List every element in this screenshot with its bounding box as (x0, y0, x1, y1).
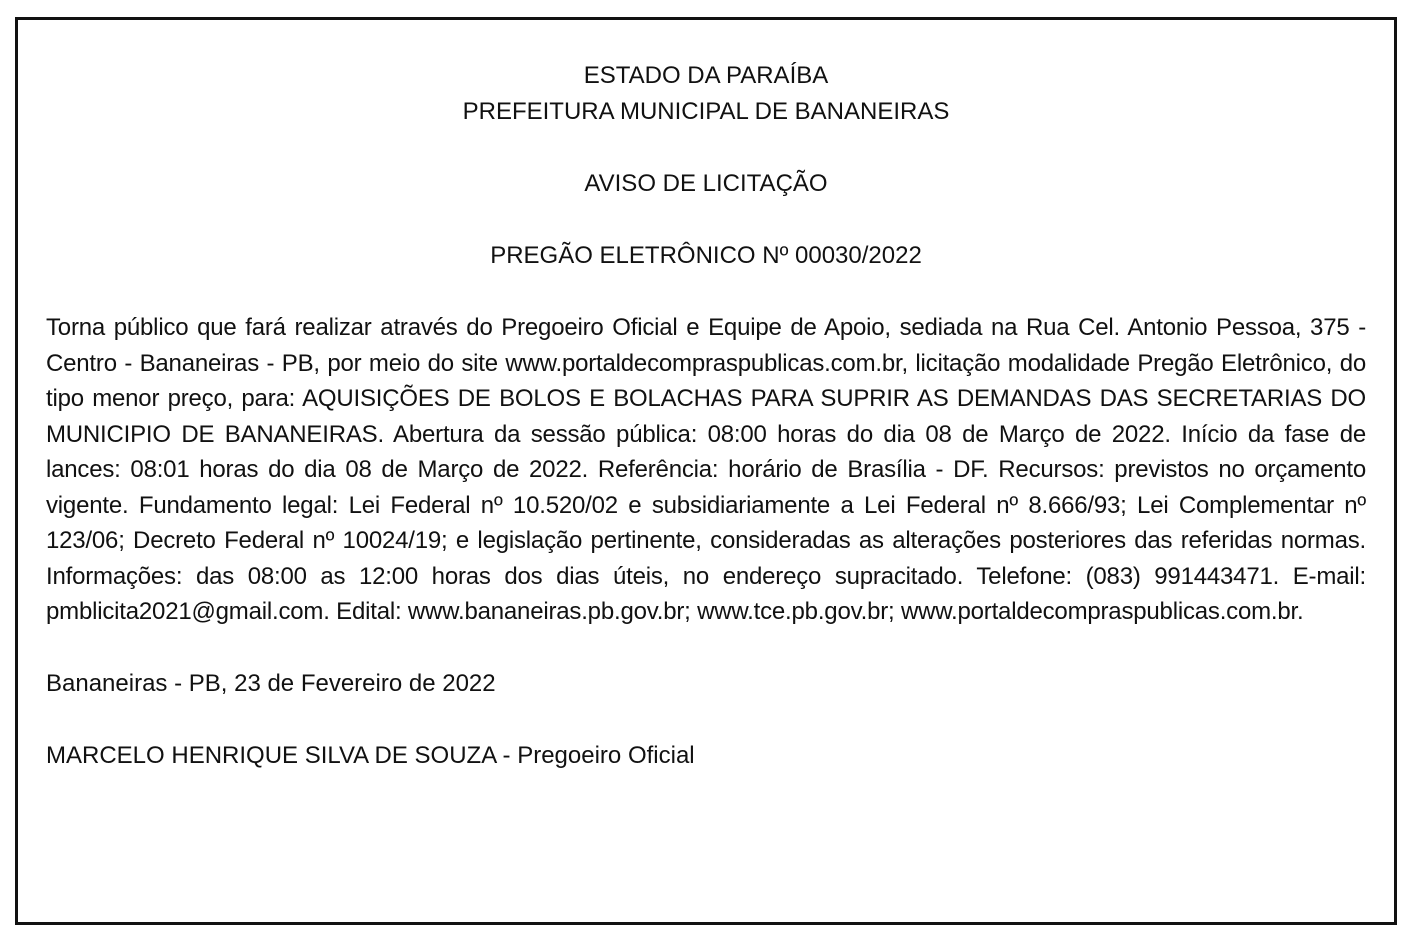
notice-title: AVISO DE LICITAÇÃO (584, 170, 828, 197)
notice-body: Torna público que fará realizar através do Pregoeiro Oficial e Equipe de Apoio, sediada na Rua Cel. Antonio Pessoa, 375 - Centro - Bananeiras - PB, por meio do site www.portaldecompraspublicas.com.br, licitação modalidade Pregão Eletrônico, do tipo menor preço, para: AQUISIÇÕES DE BOLOS E BOLACHAS PARA SUPRIR AS DEMANDAS DAS SECRETARIAS DO MUNICIPIO DE BANANEIRAS. Abertura da sessão pública: 08:00 horas do dia 08 de Março de 2022. Início da fase de lances: 08:01 horas do dia 08 de Março de 2022. Referência: horário de Brasília - DF. Recursos: previstos no orçamento vigente. Fundamento legal: Lei Federal nº 10.520/02 e subsidiariamente a Lei Federal nº 8.666/93; Lei Complementar nº 123/06; Decreto Federal nº 10024/19; e legislação pertinente, consideradas as alterações posteriores das referidas normas. Informações: das 08:00 as 12:00 horas dos dias úteis, no endereço supracitado. Telefone: (083) 991443471. E-mail: pmblicita2021@gmail.com. Edital: www.bananeiras.pb.gov.br; www.tce.pb.gov.br; www.portaldecompraspublicas.com.br. (46, 314, 1366, 625)
municipality-heading: PREFEITURA MUNICIPAL DE BANANEIRAS (462, 98, 950, 125)
notice-frame (15, 17, 1397, 925)
signature: MARCELO HENRIQUE SILVA DE SOUZA - Pregoeiro Oficial (46, 741, 695, 769)
state-heading: ESTADO DA PARAÍBA (583, 62, 829, 89)
place-date: Bananeiras - PB, 23 de Fevereiro de 2022 (46, 669, 496, 697)
process-number: PREGÃO ELETRÔNICO Nº 00030/2022 (490, 242, 922, 269)
notice-content (46, 58, 1366, 774)
